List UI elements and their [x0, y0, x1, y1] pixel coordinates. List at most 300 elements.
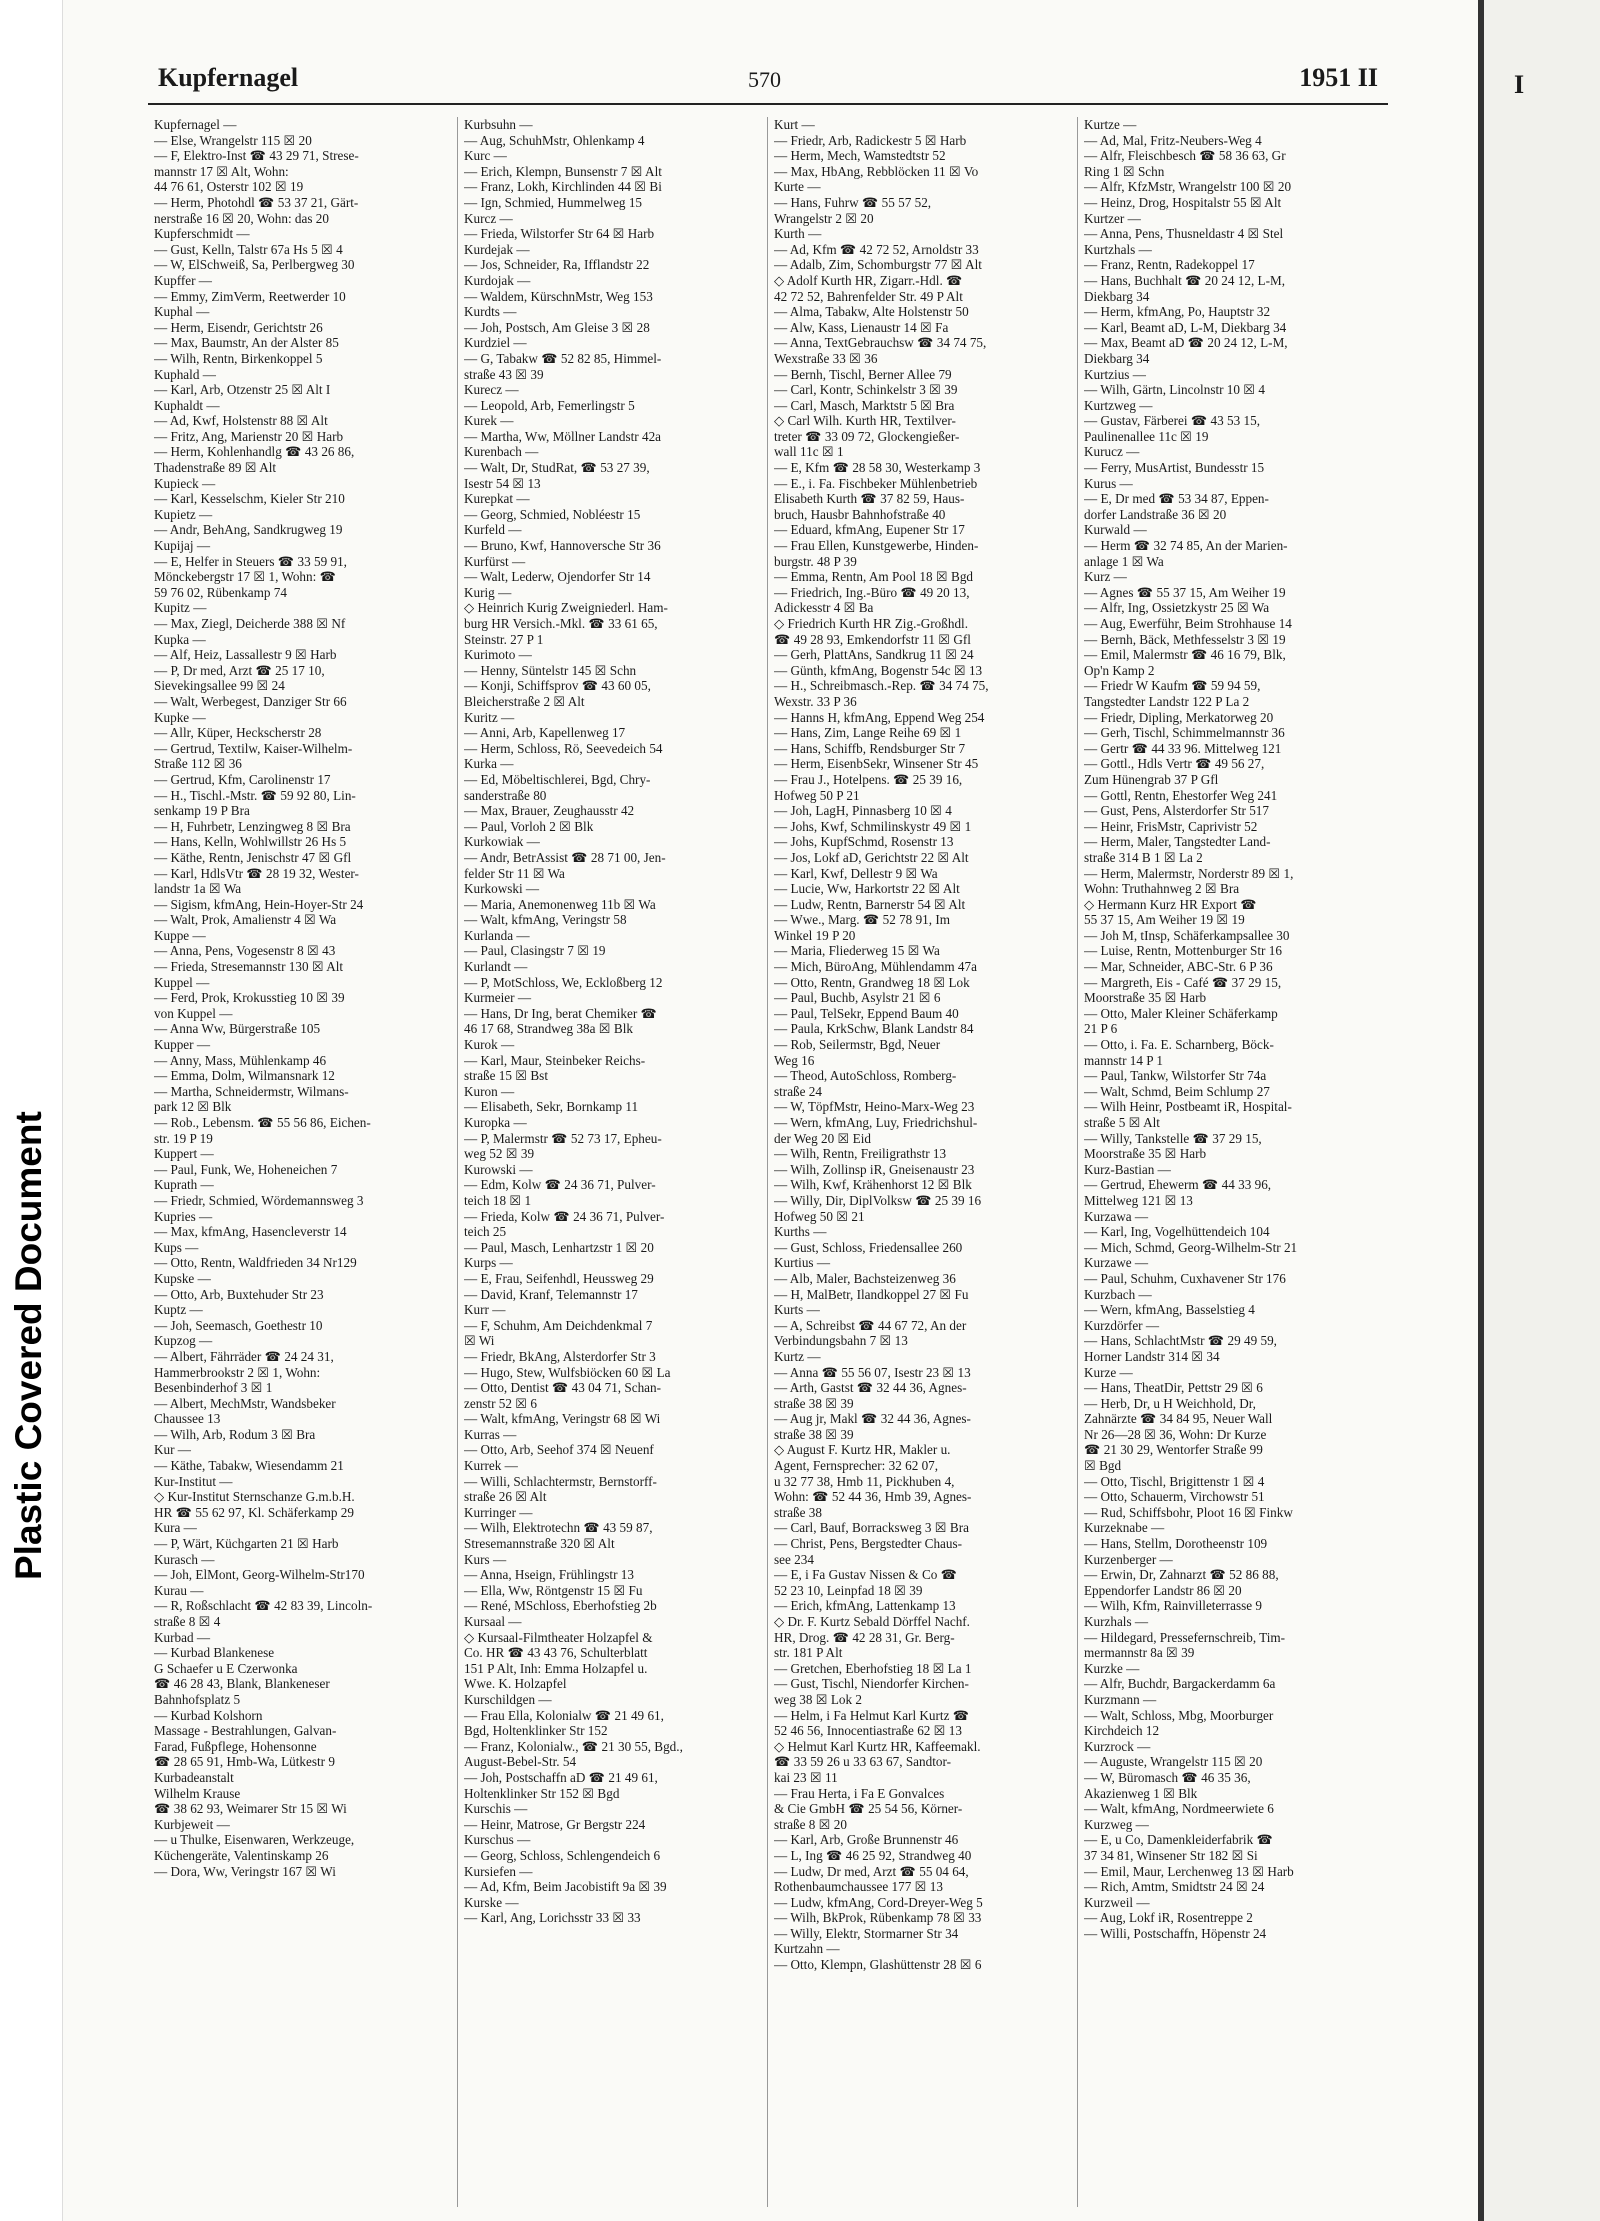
directory-entry: — Paul, Buchb, Asylstr 21 ☒ 6	[774, 990, 941, 1006]
directory-entry: — Carl, Bauf, Borracksweg 3 ☒ Bra	[774, 1520, 969, 1536]
directory-entry: — Anna ☎ 55 56 07, Isestr 23 ☒ 13	[774, 1364, 971, 1380]
directory-entry: Kuron —	[464, 1083, 515, 1099]
directory-entry: Kurkowski —	[464, 881, 540, 897]
directory-entry: — Ign, Schmied, Hummelweg 15	[464, 194, 643, 210]
directory-entry: ☎ 46 28 43, Blank, Blankeneser	[154, 1676, 330, 1692]
directory-entry: — Walt, Prok, Amalienstr 4 ☒ Wa	[154, 912, 337, 928]
directory-entry: — Max, kfmAng, Hasencleverstr 14	[154, 1224, 347, 1240]
directory-entry: str. 19 P 19	[154, 1130, 213, 1146]
directory-entry: Kurtzer —	[1084, 210, 1141, 226]
directory-entry: nerstraße 16 ☒ 20, Wohn: das 20	[154, 210, 329, 226]
side-label: Plastic Covered Document	[8, 1111, 49, 1580]
directory-entry: Kurts —	[774, 1302, 820, 1318]
directory-entry: — H., Schreibmasch.-Rep. ☎ 34 74 75,	[774, 678, 989, 694]
directory-entry: Kurt —	[774, 117, 815, 132]
directory-entry: ◇ Adolf Kurth HR, Zigarr.-Hdl. ☎	[774, 272, 963, 288]
directory-entry: Diekbarg 34	[1084, 288, 1150, 304]
directory-entry: — P, Malermstr ☎ 52 73 17, Epheu-	[464, 1130, 662, 1146]
directory-entry: — Bernh, Tischl, Berner Allee 79	[774, 366, 952, 382]
directory-entry: Chaussee 13	[154, 1411, 221, 1427]
directory-entry: Kurth —	[774, 226, 822, 242]
directory-entry: Kurzawa —	[1084, 1208, 1149, 1224]
directory-entry: 46 17 68, Strandweg 38a ☒ Blk	[464, 1021, 633, 1037]
directory-entry: — Walt, kfmAng, Nordmeerwiete 6	[1084, 1801, 1274, 1817]
directory-entry: Kurka —	[464, 756, 514, 772]
directory-entry: — Frieda, Stresemannstr 130 ☒ Alt	[154, 959, 344, 975]
directory-entry: — Walt, Lederw, Ojendorfer Str 14	[464, 569, 651, 585]
directory-entry: 21 P 6	[1084, 1021, 1118, 1037]
directory-entry: Kurzenberger —	[1084, 1551, 1173, 1567]
directory-entry: — Otto, Rentn, Grandweg 18 ☒ Lok	[774, 974, 970, 990]
directory-entry: — Erich, kfmAng, Lattenkamp 13	[774, 1598, 956, 1614]
directory-entry: — Gertr ☎ 44 33 96. Mittelweg 121	[1084, 740, 1282, 756]
directory-entry: — Wern, kfmAng, Luy, Friedrichshul-	[774, 1115, 978, 1130]
directory-entry: — Paul, Schuhm, Cuxhavener Str 176	[1084, 1270, 1286, 1286]
directory-entry: — Anna, TextGebrauchsw ☎ 34 74 75,	[774, 335, 987, 351]
directory-entry: — Frieda, Kolw ☎ 24 36 71, Pulver-	[464, 1208, 665, 1224]
directory-entry: ◇ Hermann Kurz HR Export ☎	[1084, 896, 1257, 912]
directory-entry: — Karl, Ang, Lorichsstr 33 ☒ 33	[464, 1910, 641, 1926]
directory-entry: — René, MSchloss, Eberhofstieg 2b	[464, 1598, 657, 1614]
directory-entry: — Paul, Funk, We, Hoheneichen 7	[154, 1161, 338, 1177]
directory-entry: — u Thulke, Eisenwaren, Werkzeuge,	[154, 1832, 355, 1848]
directory-entry: Kurfeld —	[464, 522, 522, 538]
directory-entry: — Wilh, Elektrotechn ☎ 43 59 87,	[464, 1520, 653, 1536]
directory-entry: — Heinr, FrisMstr, Caprivistr 52	[1084, 818, 1258, 834]
directory-entry: Rothenbaumchaussee 177 ☒ 13	[774, 1879, 943, 1895]
directory-entry: — Friedr, Dipling, Merkatorweg 20	[1084, 709, 1274, 725]
directory-entry: — E, Helfer in Steuers ☎ 33 59 91,	[154, 553, 347, 569]
directory-entry: — Paul, Tankw, Wilstorfer Str 74a	[1084, 1068, 1267, 1084]
directory-entry: — Max, Brauer, Zeughausstr 42	[464, 803, 635, 819]
directory-entry: — Otto, Klempn, Glashüttenstr 28 ☒ 6	[774, 1957, 982, 1973]
directory-entry: Küchengeräte, Valentinskamp 26	[154, 1847, 329, 1863]
directory-entry: straße 38 ☒ 39	[774, 1395, 854, 1411]
directory-entry: — Frau Herta, i Fa E Gonvalces	[774, 1785, 945, 1801]
running-head	[148, 55, 1388, 105]
directory-entry: — Max, HbAng, Rebblöcken 11 ☒ Vo	[774, 163, 979, 179]
directory-entry: — P, Wärt, Küchgarten 21 ☒ Harb	[154, 1536, 339, 1552]
directory-entry: — Mich, BüroAng, Mühlendamm 47a	[774, 959, 977, 975]
directory-entry: Hammerbrookstr 2 ☒ 1, Wohn:	[154, 1364, 321, 1380]
directory-entry: — W, Büromasch ☎ 46 35 36,	[1084, 1769, 1251, 1785]
directory-entry: — W, ElSchweiß, Sa, Perlbergweg 30	[154, 257, 355, 273]
directory-entry: bruch, Hausbr Bahnhofstraße 40	[774, 506, 946, 522]
directory-entry: Weg 16	[774, 1052, 815, 1068]
directory-entry: straße 8 ☒ 4	[154, 1614, 221, 1629]
directory-entry: wall 11c ☒ 1	[774, 444, 844, 460]
directory-entry: Agent, Fernsprecher: 32 62 07,	[774, 1458, 939, 1474]
directory-entry: — Karl, Ing, Vogelhüttendeich 104	[1084, 1224, 1270, 1240]
header-year: 1951 II	[1299, 63, 1378, 92]
directory-entry: see 234	[774, 1551, 814, 1567]
directory-entry: — Wwe., Marg. ☎ 52 78 91, Im	[774, 912, 951, 928]
directory-entry: Kurzweg —	[1084, 1816, 1149, 1832]
directory-entry: 59 76 02, Rübenkamp 74	[154, 584, 287, 600]
directory-entry: — Jos, Schneider, Ra, Ifflandstr 22	[464, 257, 650, 273]
directory-entry: — Herm, Eisendr, Gerichtstr 26	[154, 319, 323, 335]
directory-entry: — Friedr, BkAng, Alsterdorfer Str 3	[464, 1348, 656, 1364]
directory-entry: — Alfr, Buchdr, Bargackerdamm 6a	[1084, 1676, 1276, 1692]
directory-entry: — Maria, Anemonenweg 11b ☒ Wa	[464, 896, 656, 912]
directory-entry: Mittelweg 121 ☒ 13	[1084, 1192, 1193, 1208]
directory-entry: — Friedr, Arb, Radickestr 5 ☒ Harb	[774, 132, 967, 148]
directory-entry: — Otto, Schauerm, Virchowstr 51	[1084, 1489, 1265, 1505]
directory-entry: — E, Dr med ☎ 53 34 87, Eppen-	[1084, 491, 1269, 507]
directory-entry: Wrangelstr 2 ☒ 20	[774, 210, 874, 226]
directory-entry: Kupka —	[154, 631, 206, 647]
directory-entry: — Walt, Schmd, Beim Schlump 27	[1084, 1083, 1270, 1099]
directory-entry: Kuritz —	[464, 709, 515, 725]
directory-entry: teich 25	[464, 1224, 507, 1240]
directory-entry: — Joh M, tInsp, Schäferkampsallee 30	[1084, 927, 1290, 943]
directory-entry: straße 43 ☒ 39	[464, 366, 544, 382]
directory-entry: Holtenklinker Str 152 ☒ Bgd	[464, 1785, 620, 1801]
directory-entry: Kurecz —	[464, 382, 519, 398]
column-1	[148, 117, 458, 2207]
directory-entry: Kurschus —	[464, 1832, 531, 1848]
directory-entry: Kurrek —	[464, 1458, 518, 1474]
directory-entry: Horner Landstr 314 ☒ 34	[1084, 1348, 1220, 1364]
directory-entry: Kurus —	[1084, 475, 1133, 491]
directory-entry: Kurau —	[154, 1582, 204, 1598]
directory-entry: — Emil, Maur, Lerchenweg 13 ☒ Harb	[1084, 1863, 1294, 1879]
directory-entry: — Hans, Dr Ing, berat Chemiker ☎	[464, 1005, 657, 1021]
directory-entry: — Anna Ww, Bürgerstraße 105	[154, 1021, 321, 1037]
directory-entry: — Henny, Süntelstr 145 ☒ Schn	[464, 662, 637, 678]
directory-entry: — R, Roßschlacht ☎ 42 83 39, Lincoln-	[154, 1598, 373, 1614]
directory-entry: ◇ August F. Kurtz HR, Makler u.	[774, 1442, 951, 1458]
directory-entry: Wexstraße 33 ☒ 36	[774, 350, 878, 366]
directory-entry: Kuprath —	[154, 1177, 214, 1193]
directory-entry: — Karl, Beamt aD, L-M, Diekbarg 34	[1084, 319, 1287, 335]
directory-entry: — Herm, EisenbSekr, Winsener Str 45	[774, 756, 979, 772]
directory-entry: — Arth, Gastst ☎ 32 44 36, Agnes-	[774, 1380, 967, 1396]
directory-entry: Kurzhals —	[1084, 1614, 1149, 1629]
directory-entry: — Herm ☎ 32 74 85, An der Marien-	[1084, 538, 1288, 554]
directory-entry: Kupper —	[154, 1037, 211, 1053]
directory-entry: — Joh, Seemasch, Goethestr 10	[154, 1317, 323, 1333]
directory-entry: — Adalb, Zim, Schomburgstr 77 ☒ Alt	[774, 257, 982, 273]
directory-entry: — Paul, TelSekr, Eppend Baum 40	[774, 1005, 959, 1021]
directory-entry: landstr 1a ☒ Wa	[154, 881, 242, 897]
directory-entry: — Gottl., Hdls Vertr ☎ 49 56 27,	[1084, 756, 1265, 772]
directory-entry: — Johs, Kwf, Schmilinskystr 49 ☒ 1	[774, 818, 972, 834]
directory-entry: — Alf, Heiz, Lassallestr 9 ☒ Harb	[154, 647, 337, 663]
directory-entry: Moorstraße 35 ☒ Harb	[1084, 990, 1207, 1006]
directory-entry: — Gust, Pens, Alsterdorfer Str 517	[1084, 803, 1269, 819]
directory-entry: — E, Frau, Seifenhdl, Heussweg 29	[464, 1270, 654, 1286]
directory-entry: — Friedr W Kaufm ☎ 59 94 59,	[1084, 678, 1261, 694]
directory-entry: — Waldem, KürschnMstr, Weg 153	[464, 288, 653, 304]
directory-entry: Kurasch —	[154, 1551, 215, 1567]
directory-entry: Wwe. K. Holzapfel	[464, 1676, 567, 1692]
directory-entry: Kupske —	[154, 1270, 211, 1286]
directory-entry: Kurtzahn —	[774, 1941, 840, 1957]
directory-entry: ◇ Kursaal-Filmtheater Holzapfel &	[464, 1629, 653, 1645]
directory-entry: — Christ, Pens, Bergstedter Chaus-	[774, 1536, 963, 1552]
directory-entry: sanderstraße 80	[464, 787, 547, 803]
directory-entry: Bgd, Holtenklinker Str 152	[464, 1723, 608, 1739]
directory-entry: Kurps —	[464, 1255, 513, 1271]
directory-entry: — Agnes ☎ 55 37 15, Am Weiher 19	[1084, 584, 1286, 600]
directory-entry: Kurenbach —	[464, 444, 539, 460]
directory-entry: — Käthe, Rentn, Jenischstr 47 ☒ Gfl	[154, 849, 352, 865]
directory-entry: — Albert, Fährräder ☎ 24 24 31,	[154, 1348, 334, 1364]
directory-entry: Kursaal —	[464, 1614, 522, 1629]
directory-entry: — Willi, Schlachtermstr, Bernstorff-	[464, 1473, 657, 1489]
directory-entry: — Gertrud, Textilw, Kaiser-Wilhelm-	[154, 740, 353, 756]
directory-entry: — Max, Ziegl, Deicherde 388 ☒ Nf	[154, 616, 346, 631]
directory-entry: — W, TöpfMstr, Heino-Marx-Weg 23	[774, 1099, 975, 1115]
directory-entry: zenstr 52 ☒ 6	[464, 1395, 537, 1411]
directory-entry: — Joh, LagH, Pinnasberg 10 ☒ 4	[774, 803, 952, 819]
directory-entry: — Otto, Arb, Buxtehuder Str 23	[154, 1286, 324, 1302]
directory-entry: — Karl, Arb, Otzenstr 25 ☒ Alt I	[154, 382, 331, 398]
directory-entry: — Otto, Maler Kleiner Schäferkamp	[1084, 1005, 1278, 1021]
directory-entry: — Karl, Kesselschm, Kieler Str 210	[154, 491, 345, 507]
directory-entry: Kurzmann —	[1084, 1691, 1157, 1707]
directory-entry: Kurths —	[774, 1224, 827, 1240]
directory-entry: — Herm, kfmAng, Po, Hauptstr 32	[1084, 304, 1271, 320]
directory-entry: — Andr, BehAng, Sandkrugweg 19	[154, 522, 343, 538]
directory-entry: — Helm, i Fa Helmut Karl Kurtz ☎	[774, 1707, 970, 1723]
directory-entry: straße 8 ☒ 20	[774, 1816, 847, 1832]
directory-entry: — Ad, Kfm ☎ 42 72 52, Arnoldstr 33	[774, 241, 979, 257]
directory-entry: HR ☎ 55 62 97, Kl. Schäferkamp 29	[154, 1504, 354, 1520]
directory-entry: — Otto, Dentist ☎ 43 04 71, Schan-	[464, 1380, 662, 1396]
directory-entry: — Kurbad Kolshorn	[154, 1707, 263, 1723]
directory-entry: Kurschis —	[464, 1801, 528, 1817]
directory-entry: — Jos, Lokf aD, Gerichtstr 22 ☒ Alt	[774, 849, 969, 865]
directory-entry: Besenbinderhof 3 ☒ 1	[154, 1380, 273, 1396]
directory-entry: — Wilh, BkProk, Rübenkamp 78 ☒ 33	[774, 1910, 982, 1926]
directory-entry: — Max, Beamt aD ☎ 20 24 12, L-M,	[1084, 335, 1288, 351]
directory-entry: Hofweg 50 ☒ 21	[774, 1208, 865, 1224]
directory-entry: 37 34 81, Winsener Str 182 ☒ Si	[1084, 1847, 1258, 1863]
directory-entry: — Friedrich, Ing.-Büro ☎ 49 20 13,	[774, 584, 970, 600]
directory-entry: G Schaefer u E Czerwonka	[154, 1660, 298, 1676]
directory-entry: — Gustav, Färberei ☎ 43 53 15,	[1084, 413, 1260, 429]
directory-page	[148, 55, 1388, 2215]
directory-entry: — Luise, Rentn, Mottenburger Str 16	[1084, 943, 1282, 959]
directory-entry: — P, MotSchloss, We, Eckloßberg 12	[464, 974, 663, 990]
directory-entry: ◇ Helmut Karl Kurtz HR, Kaffeemakl.	[774, 1738, 981, 1754]
directory-entry: Steinstr. 27 P 1	[464, 631, 544, 647]
directory-entry: — Walt, Schloss, Mbg, Moorburger	[1084, 1707, 1274, 1723]
directory-entry: Diekbarg 34	[1084, 350, 1150, 366]
directory-entry: mannstr 17 ☒ Alt, Wohn:	[154, 163, 289, 179]
directory-entry: — Gerh, Tischl, Schimmelmannstr 36	[1084, 725, 1285, 741]
directory-entry: — Hugo, Stew, Wulfsbiöcken 60 ☒ La	[464, 1364, 671, 1380]
directory-entry: — Margreth, Eis - Café ☎ 37 29 15,	[1084, 974, 1282, 990]
directory-entry: Akazienweg 1 ☒ Blk	[1084, 1785, 1198, 1801]
directory-entry: der Weg 20 ☒ Eid	[774, 1130, 871, 1146]
directory-entry: — Friedr, Schmied, Wördemannsweg 3	[154, 1192, 364, 1208]
directory-entry: — Rud, Schiffsbohr, Ploot 16 ☒ Finkw	[1084, 1504, 1293, 1520]
directory-entry: Kuropka —	[464, 1115, 527, 1130]
directory-entry: — Aug, Ewerführ, Beim Strohhause 14	[1084, 616, 1292, 631]
directory-entry: straße 314 B 1 ☒ La 2	[1084, 849, 1203, 865]
directory-entry: — Herm, Kohlenhandlg ☎ 43 26 86,	[154, 444, 355, 460]
directory-entry: — Mar, Schneider, ABC-Str. 6 P 36	[1084, 959, 1273, 975]
directory-entry: str. 181 P Alt	[774, 1645, 843, 1661]
directory-entry: — Ad, Mal, Fritz-Neubers-Weg 4	[1084, 132, 1262, 148]
directory-entry: Co. HR ☎ 43 43 76, Schulterblatt	[464, 1645, 648, 1661]
directory-entry: — Frieda, Wilstorfer Str 64 ☒ Harb	[464, 226, 655, 242]
directory-entry: — Bernh, Bäck, Methfesselstr 3 ☒ 19	[1084, 631, 1286, 647]
directory-entry: — Theod, AutoSchloss, Romberg-	[774, 1068, 957, 1084]
directory-entry: — Herm, Mech, Wamstedtstr 52	[774, 148, 946, 164]
directory-entry: straße 38	[774, 1504, 822, 1520]
directory-entry: Elisabeth Kurth ☎ 37 82 59, Haus-	[774, 491, 965, 507]
directory-entry: — Lucie, Ww, Harkortstr 22 ☒ Alt	[774, 881, 960, 897]
directory-entry: Kupfernagel —	[154, 117, 237, 132]
directory-entry: — Alw, Kass, Lienaustr 14 ☒ Fa	[774, 319, 949, 335]
directory-entry: park 12 ☒ Blk	[154, 1099, 232, 1115]
directory-entry: Kupieck —	[154, 475, 216, 491]
directory-entry: — Joh, Postsch, Am Gleise 3 ☒ 28	[464, 319, 650, 335]
side-strip	[0, 0, 63, 2221]
directory-entry: — Karl, Maur, Steinbeker Reichs-	[464, 1052, 646, 1068]
directory-entry: Kupzog —	[154, 1333, 213, 1349]
directory-entry: felder Str 11 ☒ Wa	[464, 865, 565, 881]
directory-entry: straße 5 ☒ Alt	[1084, 1115, 1160, 1130]
directory-entry: — Hanns H, kfmAng, Eppend Weg 254	[774, 709, 985, 725]
directory-entry: — Rich, Amtm, Smidtstr 24 ☒ 24	[1084, 1879, 1265, 1895]
directory-entry: — Ad, Kwf, Holstenstr 88 ☒ Alt	[154, 413, 328, 429]
directory-entry: Kurtzhals —	[1084, 241, 1152, 257]
directory-entry: Kurz-Bastian —	[1084, 1161, 1171, 1177]
directory-entry: — Karl, Kwf, Dellestr 9 ☒ Wa	[774, 865, 938, 881]
directory-entry: — Edm, Kolw ☎ 24 36 71, Pulver-	[464, 1177, 656, 1193]
directory-entry: — H., Tischl.-Mstr. ☎ 59 92 80, Lin-	[154, 787, 356, 803]
directory-entry: — Franz, Rentn, Radekoppel 17	[1084, 257, 1255, 273]
directory-entry: — Willy, Elektr, Stormarner Str 34	[774, 1925, 959, 1941]
directory-entry: — Hans, Fuhrw ☎ 55 57 52,	[774, 194, 932, 210]
directory-entry: Kurte —	[774, 179, 821, 195]
directory-entry: Kurmeier —	[464, 990, 532, 1006]
directory-entry: Kurimoto —	[464, 647, 532, 663]
directory-entry: ☎ 21 30 29, Wentorfer Straße 99	[1084, 1442, 1263, 1458]
directory-entry: — E, i Fa Gustav Nissen & Co ☎	[774, 1567, 958, 1583]
directory-entry: burg HR Versich.-Mkl. ☎ 33 61 65,	[464, 616, 658, 631]
directory-entry: Kupffer —	[154, 272, 212, 288]
directory-entry: Kurtze —	[1084, 117, 1137, 132]
directory-entry: — Martha, Schneidermstr, Wilmans-	[154, 1083, 349, 1099]
directory-entry: Kurdts —	[464, 304, 517, 320]
directory-entry: — Hans, Schiffb, Rendsburger Str 7	[774, 740, 966, 756]
directory-entry: — Ed, Möbeltischlerei, Bgd, Chry-	[464, 771, 651, 787]
directory-entry: Sievekingsallee 99 ☒ 24	[154, 678, 285, 694]
directory-entry: ◇ Dr. F. Kurtz Sebald Dörffel Nachf.	[774, 1614, 970, 1629]
directory-entry: — Käthe, Tabakw, Wiesendamm 21	[154, 1458, 344, 1474]
directory-entry: 151 P Alt, Inh: Emma Holzapfel u.	[464, 1660, 648, 1676]
directory-entry: — Herm, Malermstr, Norderstr 89 ☒ 1,	[1084, 865, 1294, 881]
directory-entry: — Wilh, Zollinsp iR, Gneisenaustr 23	[774, 1161, 975, 1177]
directory-entry: — Gertrud, Kfm, Carolinenstr 17	[154, 771, 331, 787]
directory-entry: — Elisabeth, Sekr, Bornkamp 11	[464, 1099, 639, 1115]
directory-entry: ◇ Heinrich Kurig Zweigniederl. Ham-	[464, 600, 668, 616]
directory-entry: — P, Dr med, Arzt ☎ 25 17 10,	[154, 662, 325, 678]
directory-entry: & Cie GmbH ☎ 25 54 56, Körner-	[774, 1801, 963, 1817]
directory-entry: Kuptz —	[154, 1302, 203, 1318]
directory-entry: — Hildegard, Pressefernschreib, Tim-	[1084, 1629, 1286, 1645]
directory-entry: — Karl, Arb, Große Brunnenstr 46	[774, 1832, 959, 1848]
directory-entry: Kirchdeich 12	[1084, 1723, 1160, 1739]
directory-entry: Kura —	[154, 1520, 197, 1536]
directory-entry: — Max, Baumstr, An der Alster 85	[154, 335, 339, 351]
directory-entry: — Gretchen, Eberhofstieg 18 ☒ La 1	[774, 1660, 972, 1676]
directory-entry: — Martha, Ww, Möllner Landstr 42a	[464, 428, 662, 444]
directory-entry: — Allr, Küper, Heckscherstr 28	[154, 725, 322, 741]
directory-entry: — Ludw, Rentn, Barnerstr 54 ☒ Alt	[774, 896, 966, 912]
directory-entry: Kurkowiak —	[464, 834, 540, 850]
directory-entry: Kurtzweg —	[1084, 397, 1153, 413]
directory-entry: Kuphaldt —	[154, 397, 220, 413]
directory-entry: — Anna, Pens, Thusneldastr 4 ☒ Stel	[1084, 226, 1284, 242]
directory-entry: Kurig —	[464, 584, 512, 600]
directory-entry: — Frau J., Hotelpens. ☎ 25 39 16,	[774, 771, 963, 787]
directory-entry: kai 23 ☒ 11	[774, 1769, 838, 1785]
directory-entry: senkamp 19 P Bra	[154, 803, 250, 819]
directory-entry: — Hans, TheatDir, Pettstr 29 ☒ 6	[1084, 1380, 1263, 1396]
directory-entry: Kupietz —	[154, 506, 213, 522]
directory-entry: Kurbsuhn —	[464, 117, 533, 132]
directory-entry: Hofweg 50 P 21	[774, 787, 860, 803]
directory-entry: Kur-Institut —	[154, 1473, 233, 1489]
directory-entry: — Andr, BetrAssist ☎ 28 71 00, Jen-	[464, 849, 666, 865]
directory-entry: Paulinenallee 11c ☒ 19	[1084, 428, 1209, 444]
directory-entry: anlage 1 ☒ Wa	[1084, 553, 1164, 569]
directory-entry: Kurdejak —	[464, 241, 530, 257]
directory-entry: 52 23 10, Leinpfad 18 ☒ 39	[774, 1582, 923, 1598]
directory-entry: — Karl, HdlsVtr ☎ 28 19 32, Wester-	[154, 865, 359, 881]
directory-entry: ☒ Wi	[464, 1333, 495, 1349]
directory-entry: — Otto, Tischl, Brigittenstr 1 ☒ 4	[1084, 1473, 1265, 1489]
directory-entry: Kurepkat —	[464, 491, 530, 507]
directory-entry: treter ☎ 33 09 72, Glockengießer-	[774, 428, 960, 444]
directory-entry: — Paul, Vorloh 2 ☒ Blk	[464, 818, 594, 834]
directory-entry: Nr 26—28 ☒ 36, Wohn: Dr Kurze	[1084, 1426, 1267, 1442]
directory-entry: — Emma, Dolm, Wilmansnark 12	[154, 1068, 335, 1084]
directory-entry: — Gust, Tischl, Niendorfer Kirchen-	[774, 1676, 969, 1692]
directory-entry: Kurcz —	[464, 210, 513, 226]
directory-entry: — Wilh, Gärtn, Lincolnstr 10 ☒ 4	[1084, 382, 1265, 398]
columns	[148, 117, 1388, 2207]
directory-entry: Kurske —	[464, 1894, 519, 1910]
directory-entry: — F, Schuhm, Am Deichdenkmal 7	[464, 1317, 653, 1333]
directory-entry: — Ad, Kfm, Beim Jacobistift 9a ☒ 39	[464, 1879, 667, 1895]
column-4	[1078, 117, 1388, 2207]
directory-entry: — Ferry, MusArtist, Bundesstr 15	[1084, 460, 1265, 476]
directory-entry: — Kurbad Blankenese	[154, 1645, 275, 1661]
directory-entry: Moorstraße 35 ☒ Harb	[1084, 1146, 1207, 1162]
directory-entry: Kupijaj —	[154, 538, 211, 554]
directory-entry: — Ella, Ww, Röntgenstr 15 ☒ Fu	[464, 1582, 643, 1598]
directory-entry: — Paul, Clasingstr 7 ☒ 19	[464, 943, 606, 959]
directory-entry: dorfer Landstraße 36 ☒ 20	[1084, 506, 1227, 522]
directory-entry: — Herm, Schloss, Rö, Seevedeich 54	[464, 740, 663, 756]
directory-entry: Kursiefen —	[464, 1863, 533, 1879]
directory-entry: ◇ Carl Wilh. Kurth HR, Textilver-	[774, 413, 956, 429]
directory-entry: — H, Fuhrbetr, Lenzingweg 8 ☒ Bra	[154, 818, 351, 834]
directory-entry: Ring 1 ☒ Schn	[1084, 163, 1165, 179]
directory-entry: weg 38 ☒ Lok 2	[774, 1691, 863, 1707]
directory-entry: — Walt, Dr, StudRat, ☎ 53 27 39,	[464, 460, 650, 476]
directory-entry: Kurtzius —	[1084, 366, 1146, 382]
directory-entry: — Rob., Lebensm. ☎ 55 56 86, Eichen-	[154, 1115, 371, 1130]
